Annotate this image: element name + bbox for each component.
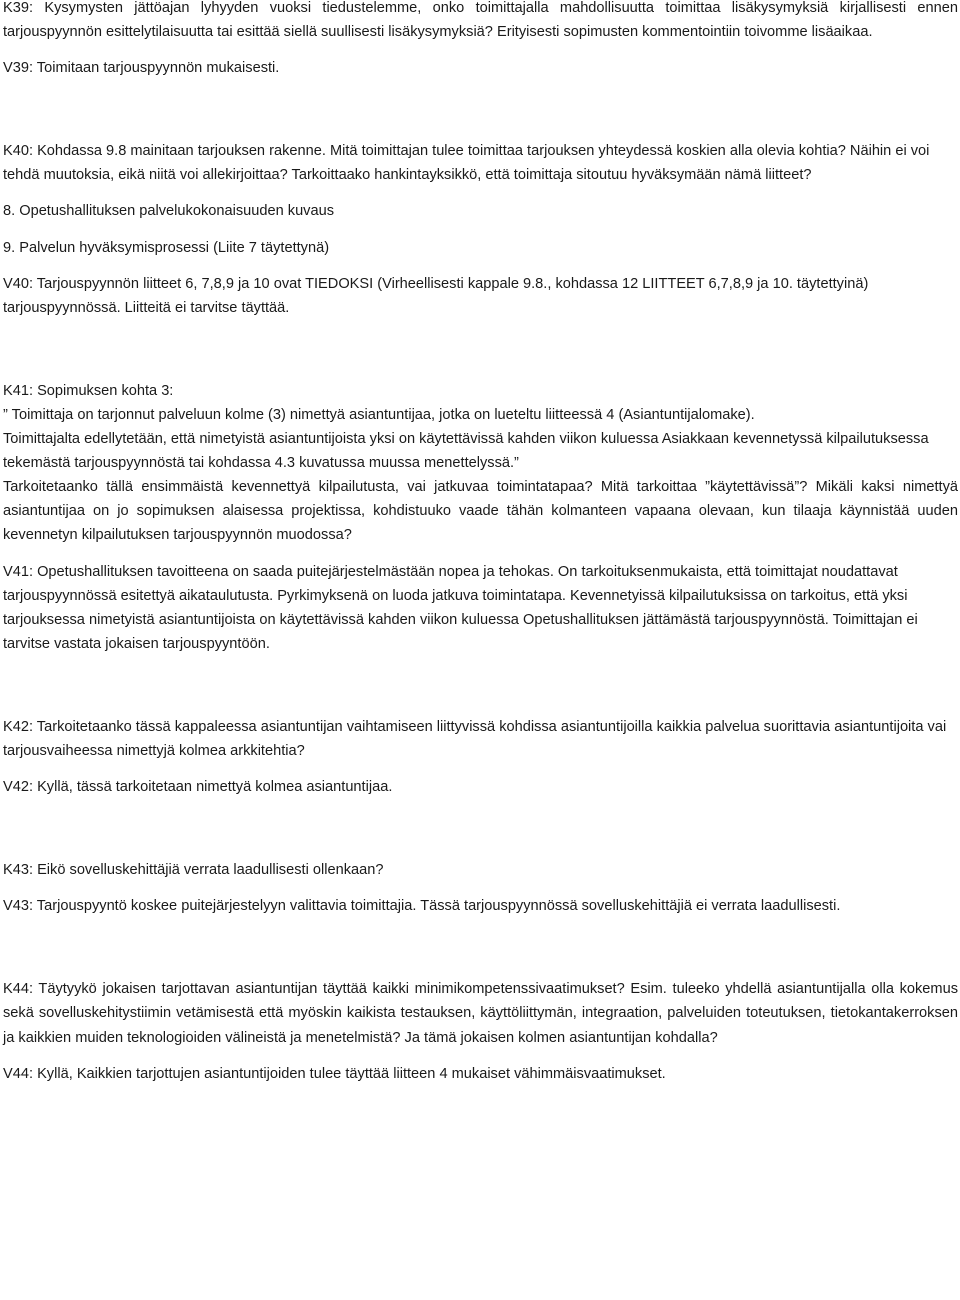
answer-v40: V40: Tarjouspyynnön liitteet 6, 7,8,9 ja 10 ovat TIEDOKSI (Virheellisesti kappale 9.8., kohdassa 12 LIITTEET 6,7,8,9 ja 10. täytettyinä) tarjouspyynnössä. Liitteitä ei tarvitse täyttää. [3, 275, 869, 316]
question-k41-heading: K41: Sopimuksen kohta 3: [3, 382, 174, 399]
list-item-9: 9. Palvelun hyväksymisprosessi (Liite 7 täytettynä) [3, 239, 330, 256]
answer-v39: V39: Toimitaan tarjouspyynnön mukaisesti. [3, 60, 280, 77]
question-k44: K44: Täytyykö jokaisen tarjottavan asiantuntijan täyttää kaikki minimikompetenssivaatimukset? Esim. tuleeko yhdellä asiantuntijalla olla kokemus sekä sovelluskehitystiimin vetämisestä että myöskin kaikista testauksen, käyttöliittymän, integraation, palveluiden toteutuksen, tietokantakerroksen ja kaikkien muiden teknologioiden välineistä ja menetelmistä? Ja tämä jokaisen kolmen asiantuntijan kohdalla? [3, 981, 958, 1046]
question-k39: K39: Kysymysten jättöajan lyhyyden vuoksi tiedustelemme, onko toimittajalla mahdollisuutta toimittaa lisäkysymyksiä kirjallisesti ennen tarjouspyynnön esittelytilaisuutta tai esittää siellä suullisesti lisäkysymyksiä? Erityisesti sopimusten kommentointiin toivomme lisäaikaa. [3, 0, 958, 41]
answer-v42: V42: Kyllä, tässä tarkoitetaan nimettyä kolmea asiantuntijaa. [3, 779, 393, 796]
list-item-8: 8. Opetushallituksen palvelukokonaisuuden kuvaus [3, 203, 335, 220]
answer-v41: V41: Opetushallituksen tavoitteena on saada puitejärjestelmästään nopea ja tehokas. On tarkoituksenmukaista, että toimittajat noudattavat tarjouspyynnössä esitettyä aikataulutusta. Pyrkimyksenä on luoda jatkuva toimintatapa. Kevennetyissä kilpailutuksissa on tarkoitus, että yksi tarjouksessa nimetyistä asiantuntijoista on käytettävissä kahden viikon kuluessa Opetushallituksen jättämästä tarjouspyynnöstä. Toimittajan ei tarvitse vastata jokaisen tarjouspyyntöön. [3, 563, 918, 652]
question-k41: Tarkoitetaanko tällä ensimmäistä kevennettyä kilpailutusta, vai jatkuvaa toimintatapaa? Mitä tarkoittaa ”käytettävissä”? Mikäli kaksi nimettyä asiantuntijaa on jo sopimuksen alaisessa projektissa, kohdistuuko vaade tähän kolmanteen vapaana olevaan, kun tilaaja käynnistää uuden kevennetyn kilpailutuksen tarjouspyynnön muodossa? [3, 479, 958, 544]
question-k42: K42: Tarkoitetaanko tässä kappaleessa asiantuntijan vaihtamiseen liittyvissä kohdissa asiantuntijoilla kaikkia palvelua suorittavia asiantuntijoita vai tarjousvaiheessa nimettyjä kolmea arkkitehtia? [3, 718, 947, 759]
question-k43: K43: Eikö sovelluskehittäjiä verrata laadullisesti ollenkaan? [3, 862, 384, 879]
answer-v43: V43: Tarjouspyyntö koskee puitejärjestelyyn valittavia toimittajia. Tässä tarjouspyynnössä sovelluskehittäjiä ei verrata laadullisesti. [3, 898, 841, 915]
document-page [3, 0, 958, 1086]
quote-k41: ” Toimittaja on tarjonnut palveluun kolme (3) nimettyä asiantuntijaa, jotka on lueteltu liitteessä 4 (Asiantuntijalomake). [3, 406, 755, 423]
answer-v44: V44: Kyllä, Kaikkien tarjottujen asiantuntijoiden tulee täyttää liitteen 4 mukaiset vähimmäisvaatimukset. [3, 1065, 666, 1082]
question-k40: K40: Kohdassa 9.8 mainitaan tarjouksen rakenne. Mitä toimittajan tulee toimittaa tarjouksen yhteydessä koskien alla olevia kohtia? Näihin ei voi tehdä muutoksia, eikä niitä voi allekirjoittaa? Tarkoittaako hankintayksikkö, että toimittaja sitoutuu hyväksymään nämä liitteet? [3, 143, 930, 184]
quote-k41-continued: Toimittajalta edellytetään, että nimetyistä asiantuntijoista yksi on käytettävissä kahden viikon kuluessa Asiakkaan kevennetyssä kilpailutuksessa tekemästä tarjouspyynnöstä tai kohdassa 4.3 kuvatussa muussa menettelyssä.” [3, 431, 929, 472]
